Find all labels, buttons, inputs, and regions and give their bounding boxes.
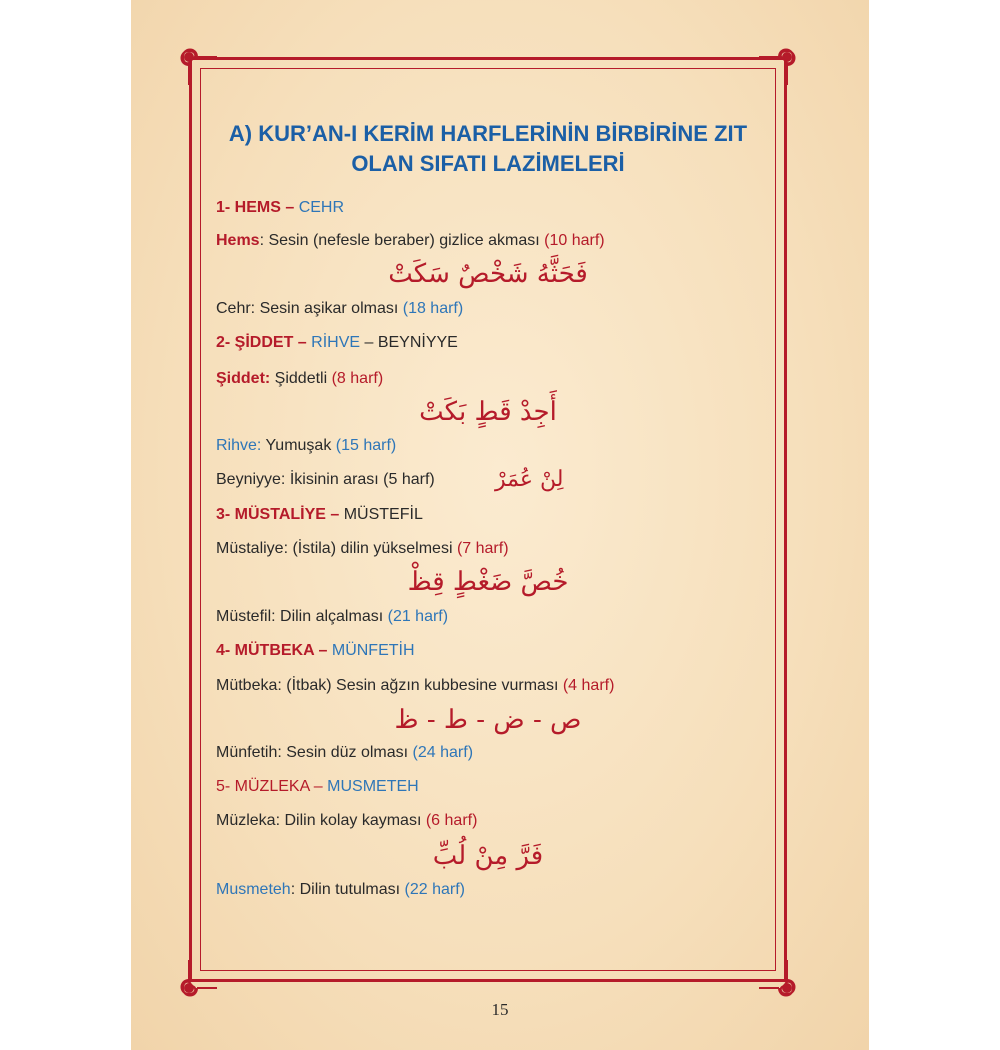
heading-cehr: CEHR [294,199,345,216]
section-4-heading [216,640,415,662]
cehr-count: (18 harf) [402,300,464,317]
munfetih-count: (24 harf) [412,744,474,761]
corner-ornament-top-left [175,43,219,87]
heading-beyniyye: – BEYNİYYE [360,334,458,351]
mutbeka-text: Mütbeka: (İtbak) Sesin ağzın kubbesine vurması [216,677,563,694]
siddet-definition [216,368,383,390]
mustaliye-text: Müstaliye: (İstila) dilin yükselmesi [216,540,457,557]
mutbeka-arabic-letters: ص - ض - ط - ظ [394,705,582,735]
musmeteh-count: (22 harf) [404,881,465,898]
mustefil-count: (21 harf) [387,608,449,625]
hems-definition [216,230,605,252]
section-1-heading [216,197,344,219]
heading-siddet: 2- ŞİDDET – [216,334,307,351]
siddet-label: Şiddet: [216,370,271,387]
mustefil-text: Müstefil: Dilin alçalması [216,608,388,625]
section-3-heading [216,504,423,526]
rihve-count: (15 harf) [335,437,397,454]
siddet-count: (8 harf) [331,370,384,387]
corner-ornament-bottom-left [175,958,219,1002]
musmeteh-label: Musmeteh [216,881,291,898]
muzleka-count: (6 harf) [425,812,478,829]
heading-muzleka: 5- MÜZLEKA – [216,778,323,795]
hems-label: Hems [216,232,260,249]
rihve-label: Rihve: [216,437,262,454]
siddet-text: Şiddetli [270,370,332,387]
heading-rihve: RİHVE [306,334,361,351]
mustefil-definition [216,606,448,628]
hems-count: (10 harf) [544,232,605,249]
muzleka-arabic-letters: فَرَّ مِنْ لُبِّ [432,841,544,871]
cehr-definition [216,298,463,320]
mustaliye-arabic-letters: خُصَّ ضَغْطٍ قِظْ [407,567,569,597]
heading-munfetih: MÜNFETİH [327,642,415,659]
rihve-definition [216,435,396,457]
page-number: 15 [491,1000,509,1019]
hems-arabic-letters: فَحَثَّهُ شَخْصٌ سَكَتْ [388,259,588,289]
rihve-text: Yumuşak [261,437,336,454]
muzleka-definition [216,810,477,832]
heading-hems: 1- HEMS – [216,199,295,216]
mutbeka-definition [216,675,614,697]
page-title-line-2: OLAN SIFATI LAZİMELERİ [351,151,625,176]
munfetih-text: Münfetih: Sesin düz olması [216,744,413,761]
mutbeka-count: (4 harf) [562,677,615,694]
heading-mustaliye: 3- MÜSTALİYE – [216,506,340,523]
beyniyye-arabic-letters: لِنْ عُمَرْ [495,467,564,492]
mustaliye-definition [216,538,509,560]
cehr-text: Cehr: Sesin aşikar olması [216,300,403,317]
section-5-heading [216,776,419,798]
heading-mutbeka: 4- MÜTBEKA – [216,642,328,659]
musmeteh-text: : Dilin tutulması [290,881,405,898]
heading-musmeteh: MUSMETEH [322,778,419,795]
mustaliye-count: (7 harf) [456,540,509,557]
siddet-arabic-letters: أَجِدْ قَطٍ بَكَتْ [419,397,557,427]
muzleka-text: Müzleka: Dilin kolay kayması [216,812,426,829]
beyniyye-definition: Beyniyye: İkisinin arası (5 harf) [216,471,435,488]
musmeteh-definition [216,879,465,901]
section-2-heading [216,332,458,354]
corner-ornament-bottom-right [757,958,801,1002]
corner-ornament-top-right [757,43,801,87]
hems-text: : Sesin (nefesle beraber) gizlice akması [259,232,545,249]
munfetih-definition [216,742,473,764]
page-title-line-1: A) KUR’AN-I KERİM HARFLERİNİN BİRBİRİNE ZIT [228,121,748,146]
heading-mustefil: MÜSTEFİL [339,506,423,523]
